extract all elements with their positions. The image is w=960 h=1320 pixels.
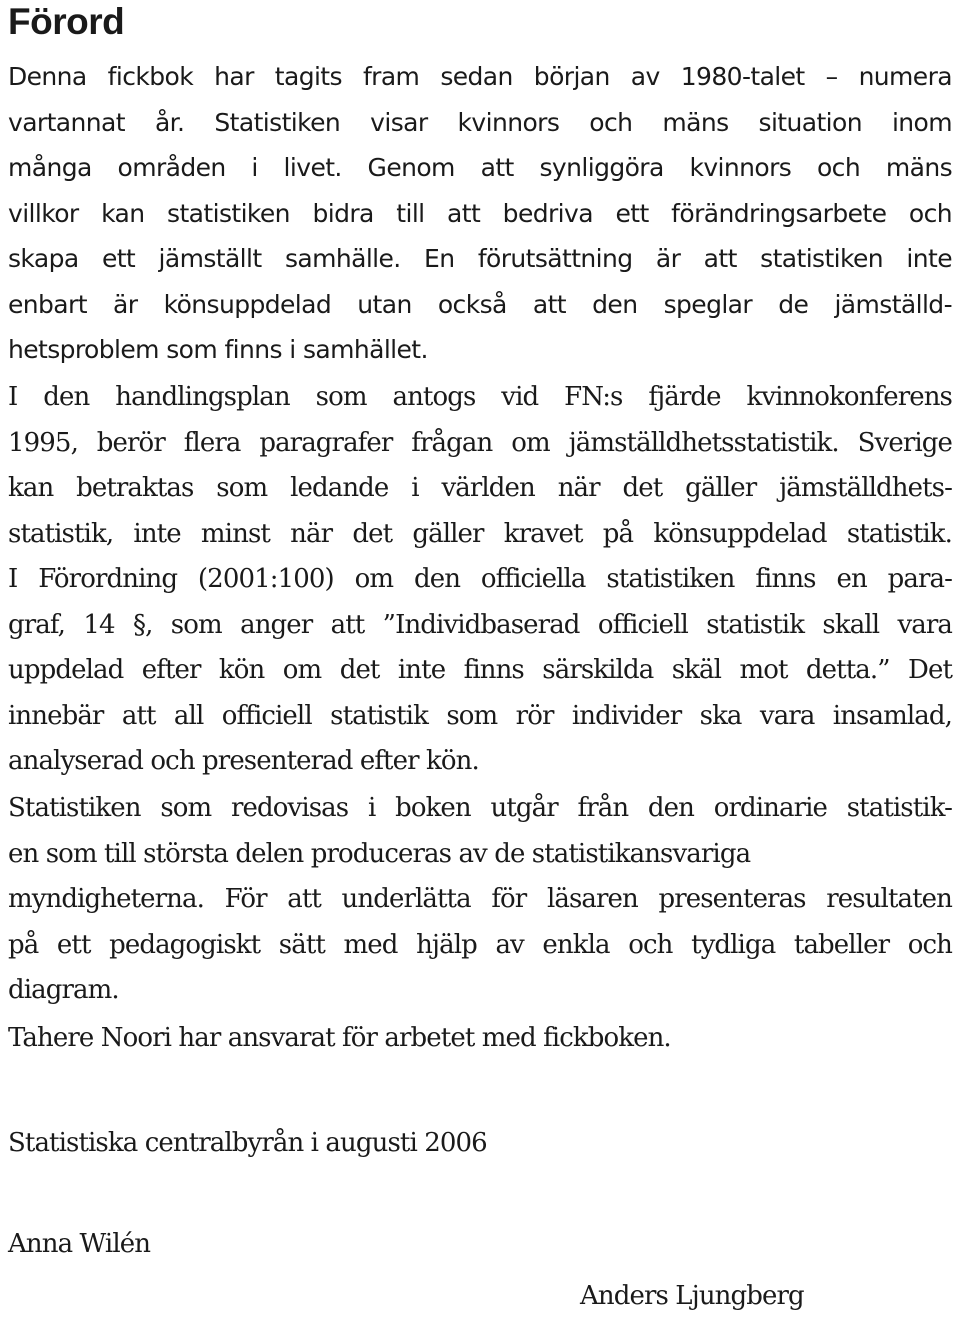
paragraph-line: innebär att all officiell statistik som rör individer ska vara insamlad, bbox=[8, 700, 952, 731]
paragraph-line: uppdelad efter kön om det inte finns särskilda skäl mot detta.” Det bbox=[8, 655, 952, 685]
paragraph-line: många områden i livet. Genom att synliggöra kvinnors och mäns bbox=[8, 153, 952, 182]
paragraph-line: Tahere Noori har ansvarat för arbetet med fickboken. bbox=[8, 1023, 671, 1053]
paragraph-line: Denna fickbok har tagits fram sedan början av 1980-talet – numera bbox=[8, 62, 952, 91]
paragraph-statistics-source bbox=[8, 786, 952, 1014]
signatory-name: Anders Ljungberg bbox=[580, 1281, 804, 1311]
paragraph-line: 1995, berör flera paragrafer frågan om jämställdhetsstatistik. Sverige bbox=[8, 427, 952, 458]
paragraph-line: hetsproblem som finns i samhället. bbox=[8, 335, 428, 364]
paragraph-line: en som till största delen produceras av de statistikansvariga bbox=[8, 838, 751, 869]
paragraph-line: I Förordning (2001:100) om den officiella statistiken finns en para- bbox=[8, 564, 952, 594]
place-and-date: Statistiska centralbyrån i augusti 2006 bbox=[8, 1128, 487, 1158]
paragraph-line: Statistiken som redovisas i boken utgår från den ordinarie statistik- bbox=[8, 793, 952, 823]
page-title: Förord bbox=[8, 1, 125, 42]
paragraph-line: skapa ett jämställt samhälle. En förutsättning är att statistiken inte bbox=[8, 244, 952, 273]
paragraph-line: på ett pedagogiskt sätt med hjälp av enkla och tydliga tabeller och bbox=[8, 929, 952, 960]
paragraph-line: graf, 14 §, som anger att ”Individbaserad officiell statistik skall vara bbox=[8, 609, 952, 640]
paragraph-line: I den handlingsplan som antogs vid FN:s fjärde kvinnokonferens bbox=[8, 382, 952, 412]
paragraph-line: vartannat år. Statistiken visar kvinnors och mäns situation inom bbox=[8, 107, 952, 137]
paragraph-responsible bbox=[8, 1016, 952, 1062]
paragraph-line: analyserad och presenterad efter kön. bbox=[8, 746, 479, 776]
paragraph-line: myndigheterna. För att underlätta för läsaren presenteras resultaten bbox=[8, 884, 952, 914]
paragraph-un-conference bbox=[8, 375, 952, 785]
paragraph-line: enbart är könsuppdelad utan också att den speglar de jämställd- bbox=[8, 289, 952, 319]
paragraph-line: statistik, inte minst när det gäller kravet på könsuppdelad statistik. bbox=[8, 518, 952, 549]
paragraph-intro bbox=[8, 54, 952, 373]
paragraph-line: villkor kan statistiken bidra till att bedriva ett förändringsarbete och bbox=[8, 198, 952, 228]
paragraph-line: kan betraktas som ledande i världen när det gäller jämställdhets- bbox=[8, 473, 952, 503]
signatory-name: Anna Wilén bbox=[8, 1229, 151, 1259]
paragraph-line: diagram. bbox=[8, 975, 119, 1005]
